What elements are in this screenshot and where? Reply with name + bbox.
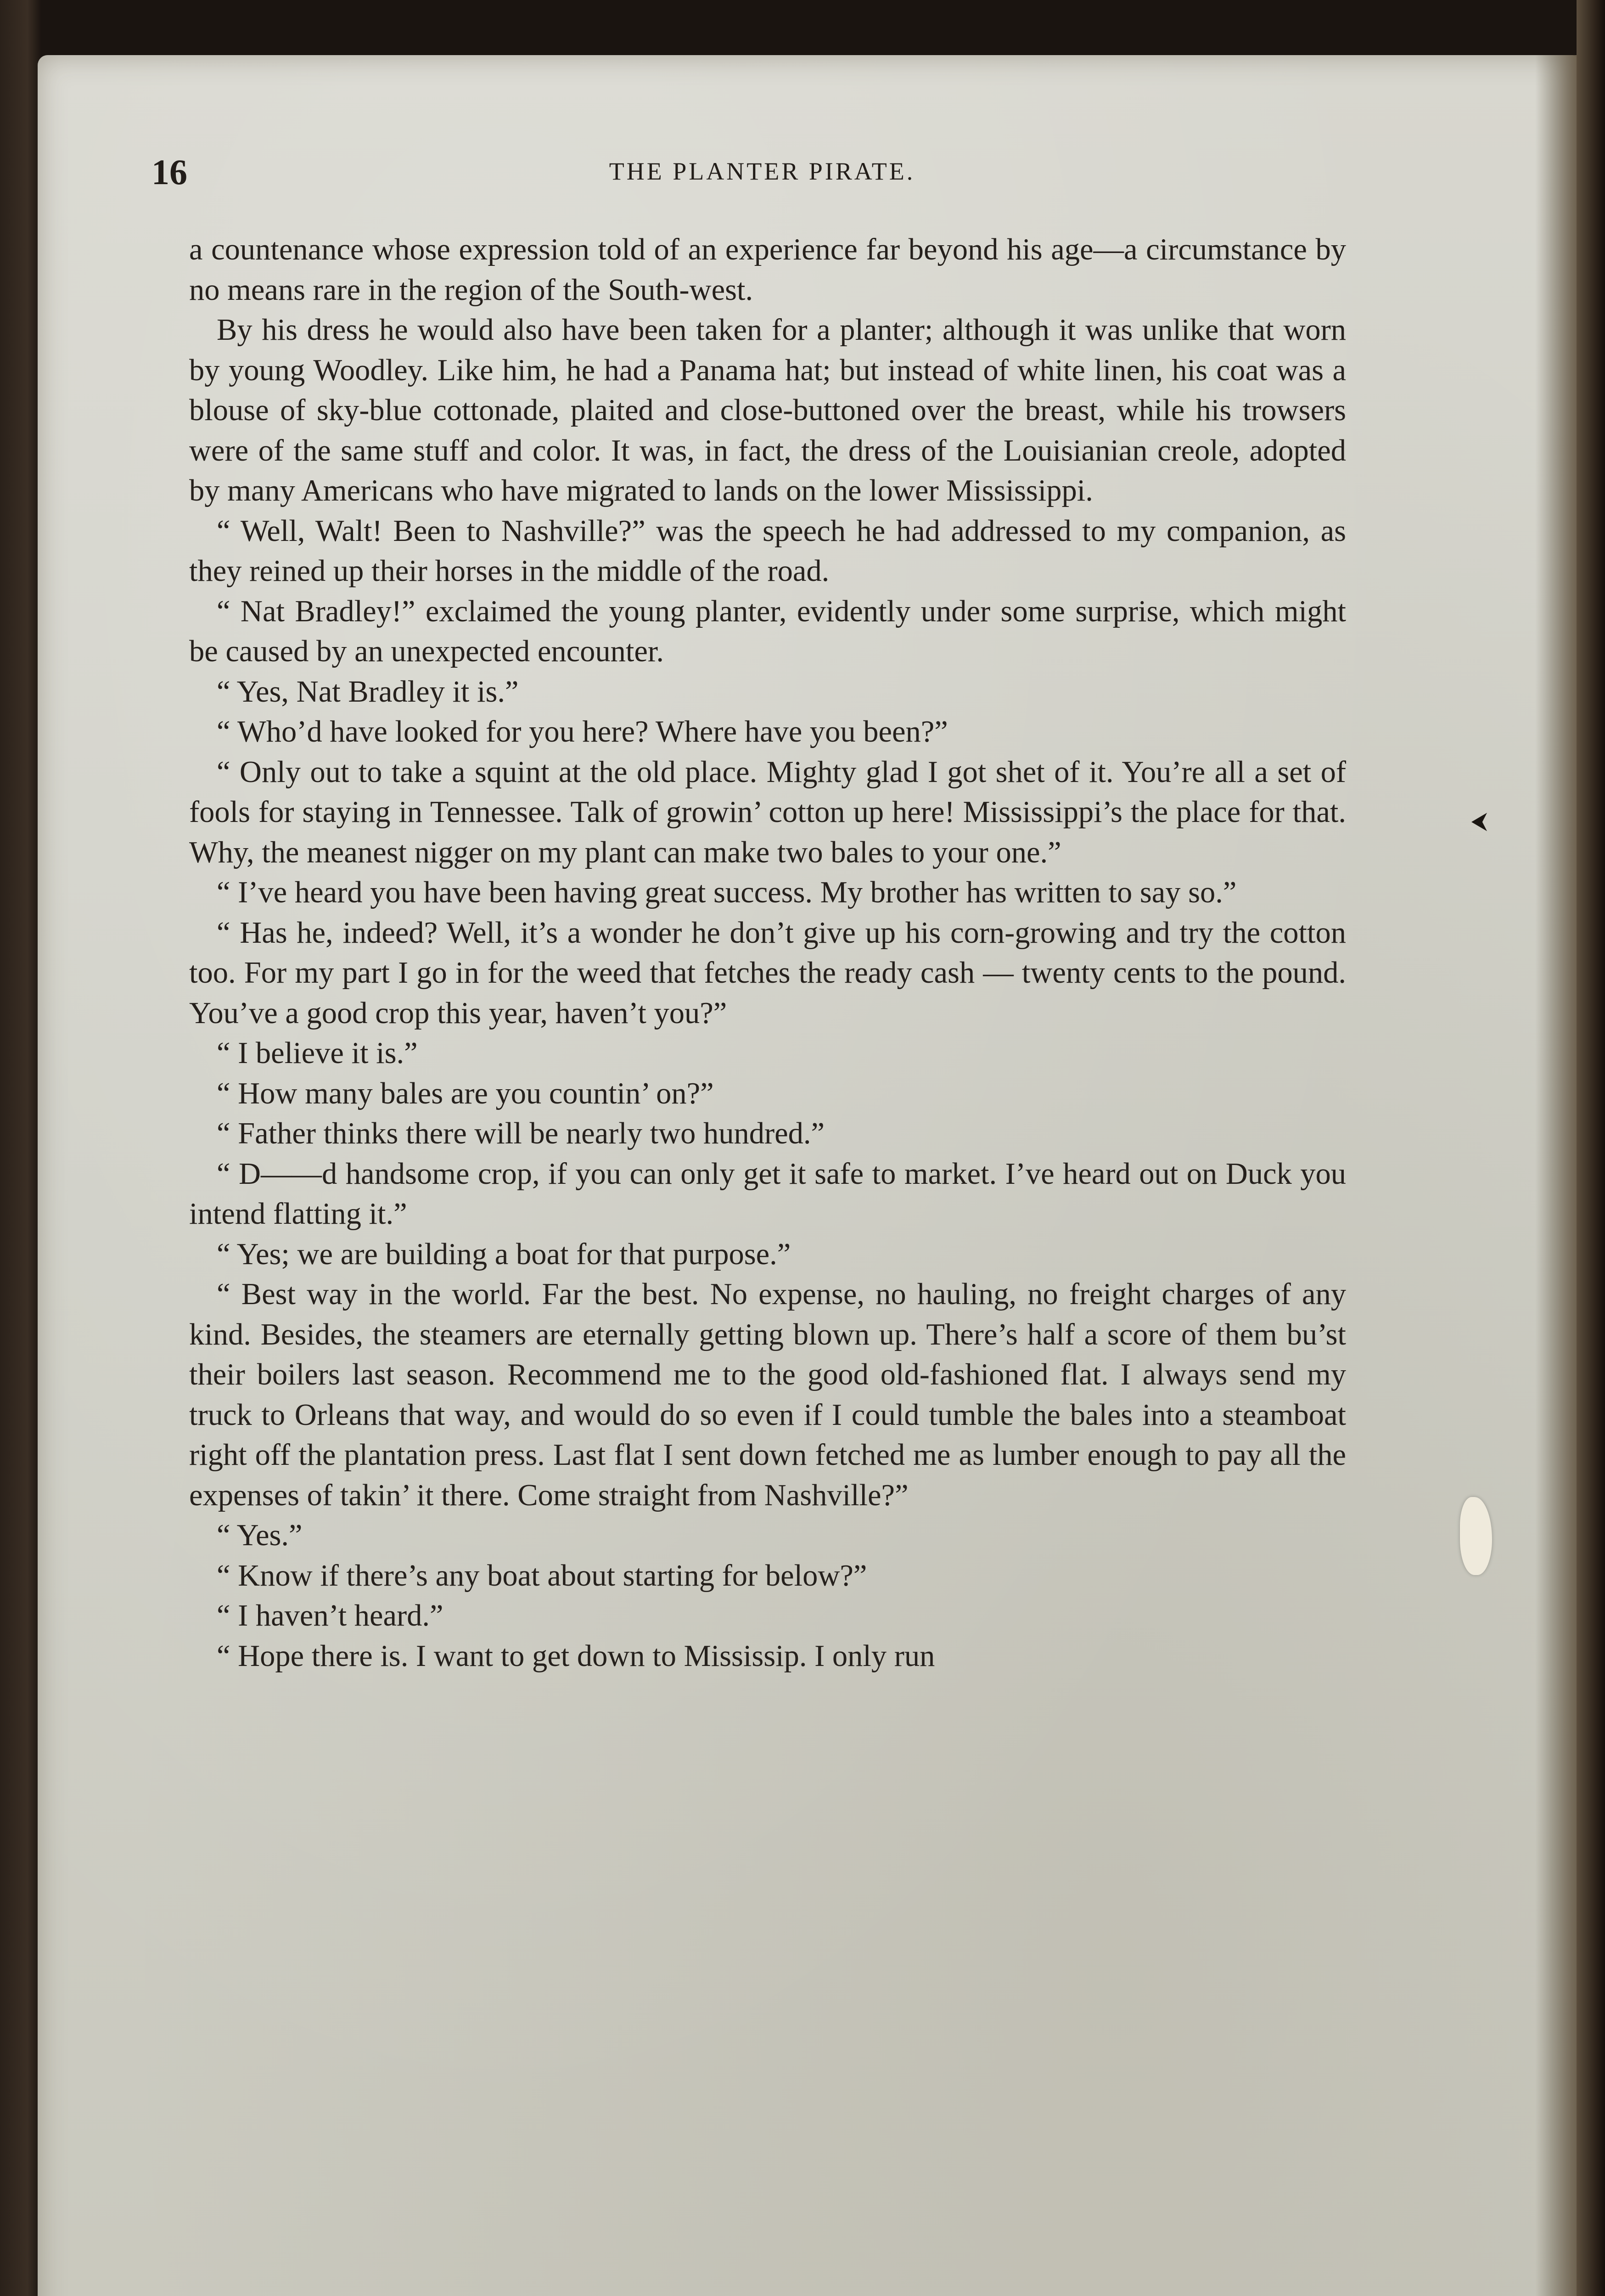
page-gutter-shadow [1535,55,1577,2296]
paragraph: “ D——d handsome crop, if you can only get it safe to market. I’ve heard out on Duck you intend flatting it.” [189,1157,1346,1231]
running-head [152,152,1373,197]
paragraph: “ Well, Walt! Been to Nashville?” was the speech he had addressed to my companion, as they reined up their horses in the middle of the road. [189,514,1346,588]
paragraph: “ I believe it is.” [217,1036,418,1070]
paragraph: “ Father thinks there will be nearly two hundred.” [217,1117,825,1150]
book-edge [1577,0,1605,2296]
paragraph: “ Yes.” [217,1519,303,1552]
paragraph: “ Yes, Nat Bradley it is.” [217,675,519,709]
paragraph: “ How many bales are you countin’ on?” [217,1076,714,1110]
paragraph: “ Only out to take a squint at the old place. Mighty glad I got shet of it. You’re all a set of fools for staying in Tennessee. Talk of growin’ cotton up here! Mississippi’s the place for that. Why, the meanest nigger on my plant can make two bales to your one.” [189,755,1346,869]
body-text [189,230,1346,1676]
paragraph: “ Yes; we are building a boat for that purpose.” [217,1237,791,1271]
paragraph: “ I haven’t heard.” [217,1599,443,1632]
paragraph: a countenance whose expression told of an experience far beyond his age—a circumstance by no means rare in the region of the South-west. [189,233,1346,307]
paragraph: “ Nat Bradley!” exclaimed the young planter, evidently under some surprise, which might be caused by an unexpected encounter. [189,594,1346,668]
paragraph: “ Hope there is. I want to get down to Mississip. I only run [217,1639,935,1673]
page-number: 16 [152,152,187,192]
paragraph: By his dress he would also have been taken for a planter; although it was unlike that worn by young Woodley. Like him, he had a Panama hat; but instead of white linen, his coat was a blouse of sky-blue cottonade, plaited and close-buttoned over the breast, while his trowsers were of the same stuff and color. It was, in fact, the dress of the Louisianian creole, adopted by many Americans who have migrated to lands on the lower Mississippi. [189,313,1346,507]
paragraph: “ Has he, indeed? Well, it’s a wonder he don’t give up his corn-growing and try the cotton too. For my part I go in for the weed that fetches the ready cash — twenty cents to the pound. You’ve a good crop this year, haven’t you?” [189,916,1346,1030]
paragraph: “ Best way in the world. Far the best. No expense, no hauling, no freight charges of any kind. Besides, the steamers are eternally getting blown up. There’s half a score of them bu’st their boilers last season. Recommend me to the good old-fashioned flat. I always send my truck to Orleans that way, and would do so even if I could tumble the bales into a steamboat right off the plantation press. Last flat I sent down fetched me as lumber enough to pay all the expenses of takin’ it there. Come straight from Nashville?” [189,1277,1346,1512]
paragraph: “ I’ve heard you have been having great success. My brother has written to say so.” [217,876,1237,909]
book-title: THE PLANTER PIRATE. [609,158,915,185]
paragraph: “ Who’d have looked for you here? Where have you been?” [217,715,948,748]
paragraph: “ Know if there’s any boat about starting for below?” [217,1559,867,1593]
